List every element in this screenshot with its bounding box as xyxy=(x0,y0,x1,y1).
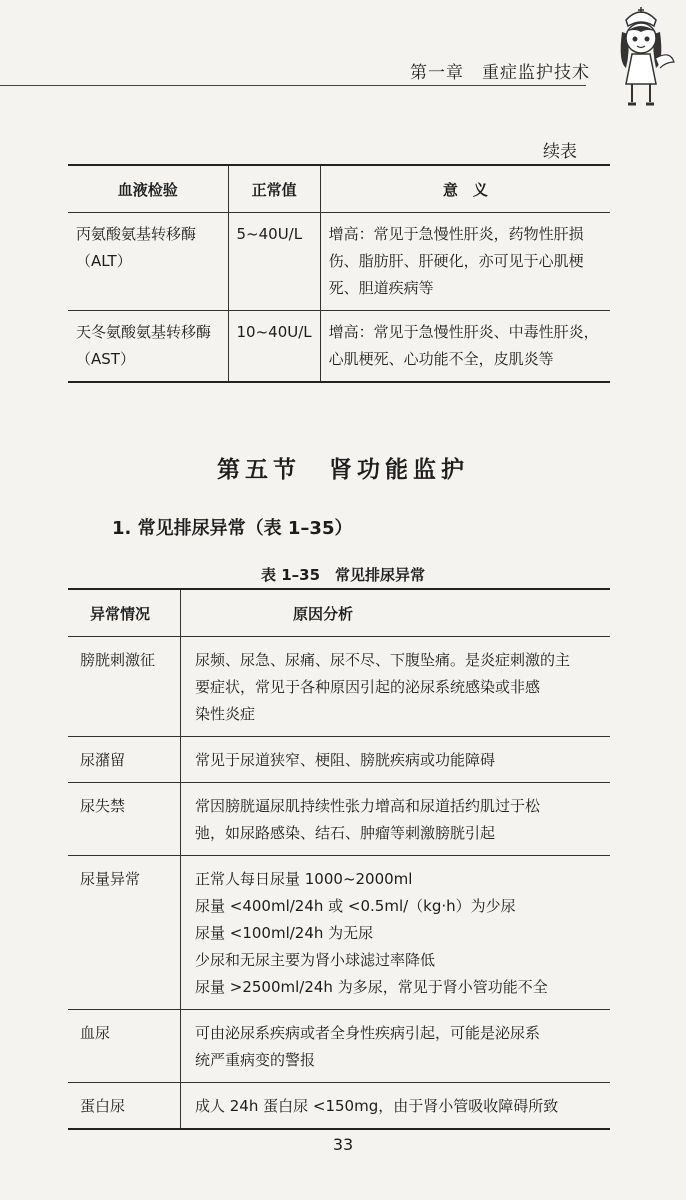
table-row xyxy=(68,1010,610,1083)
running-header xyxy=(0,52,686,86)
normal-value-cell: 10~40U/L xyxy=(228,311,320,383)
table-row xyxy=(68,783,610,856)
table-row xyxy=(68,311,610,383)
table-row xyxy=(68,1083,610,1130)
condition-cell: 尿量异常 xyxy=(68,856,181,1010)
section-title: 第五节 肾功能监护 xyxy=(217,456,469,483)
cause-line: 少尿和无尿主要为肾小球滤过率降低 xyxy=(195,951,436,969)
normal-value-cell: 5~40U/L xyxy=(228,213,320,311)
cause-line: 统严重病变的警报 xyxy=(195,1051,316,1069)
condition-cell: 膀胱刺激征 xyxy=(68,637,181,737)
meaning-cell: 增高：常见于急慢性肝炎，药物性肝损伤、脂肪肝、肝硬化，亦可见于心肌梗死、胆道疾病等 xyxy=(320,213,610,311)
table-caption: 表 1–35 常见排尿异常 xyxy=(260,566,426,584)
page-number: 33 xyxy=(332,1135,354,1154)
cause-line: 尿量 >2500ml/24h 为多尿，常见于肾小管功能不全 xyxy=(195,978,548,996)
cause-cell xyxy=(181,856,611,1010)
table-row xyxy=(68,856,610,1010)
cause-line: 尿量 <100ml/24h 为无尿 xyxy=(195,924,374,942)
condition-cell: 血尿 xyxy=(68,1010,181,1083)
condition-cell: 尿潴留 xyxy=(68,737,181,783)
cause-line: 常见于尿道狭窄、梗阻、膀胱疾病或功能障碍 xyxy=(195,751,496,769)
nurse-mascot-icon xyxy=(604,2,678,112)
cause-cell xyxy=(181,1010,611,1083)
blood-test-table xyxy=(68,164,610,383)
cause-line: 要症状，常见于各种原因引起的泌尿系统感染或非感 xyxy=(195,678,541,696)
cause-line: 染性炎症 xyxy=(195,705,256,723)
column-header-condition: 异常情况 xyxy=(68,589,181,637)
column-header-test: 血液检验 xyxy=(68,165,228,213)
urination-abnormality-table xyxy=(68,588,610,1130)
column-header-normal: 正常值 xyxy=(228,165,320,213)
cause-line: 常因膀胱逼尿肌持续性张力增高和尿道括约肌过于松 xyxy=(195,797,541,815)
cause-line: 弛，如尿路感染、结石、肿瘤等刺激膀胱引起 xyxy=(195,824,496,842)
cause-line: 正常人每日尿量 1000~2000ml xyxy=(195,870,413,888)
cause-cell xyxy=(181,1083,611,1130)
condition-cell: 蛋白尿 xyxy=(68,1083,181,1130)
column-header-cause: 原因分析 xyxy=(181,589,611,637)
header-rule xyxy=(0,85,586,86)
chapter-title: 第一章 重症监护技术 xyxy=(410,63,590,83)
meaning-cell: 增高：常见于急慢性肝炎、中毒性肝炎，心肌梗死、心功能不全，皮肌炎等 xyxy=(320,311,610,383)
continued-label: 续表 xyxy=(543,142,577,162)
cause-line: 成人 24h 蛋白尿 <150mg，由于肾小管吸收障碍所致 xyxy=(195,1097,559,1115)
table-header-row xyxy=(68,589,610,637)
table-row xyxy=(68,213,610,311)
test-name-cell: 天冬氨酸氨基转移酶（AST） xyxy=(68,311,228,383)
table-row xyxy=(68,737,610,783)
condition-cell: 尿失禁 xyxy=(68,783,181,856)
cause-cell xyxy=(181,737,611,783)
cause-line: 尿量 <400ml/24h 或 <0.5ml/（kg·h）为少尿 xyxy=(195,897,516,915)
cause-cell xyxy=(181,783,611,856)
cause-line: 尿频、尿急、尿痛、尿不尽、下腹坠痛。是炎症刺激的主 xyxy=(195,651,571,669)
table-row xyxy=(68,637,610,737)
table-header-row xyxy=(68,165,610,213)
cause-line: 可由泌尿系疾病或者全身性疾病引起，可能是泌尿系 xyxy=(195,1024,541,1042)
column-header-meaning: 意 义 xyxy=(320,165,610,213)
cause-cell xyxy=(181,637,611,737)
test-name-cell: 丙氨酸氨基转移酶（ALT） xyxy=(68,213,228,311)
subheading: 1. 常见排尿异常（表 1–35） xyxy=(112,518,353,539)
